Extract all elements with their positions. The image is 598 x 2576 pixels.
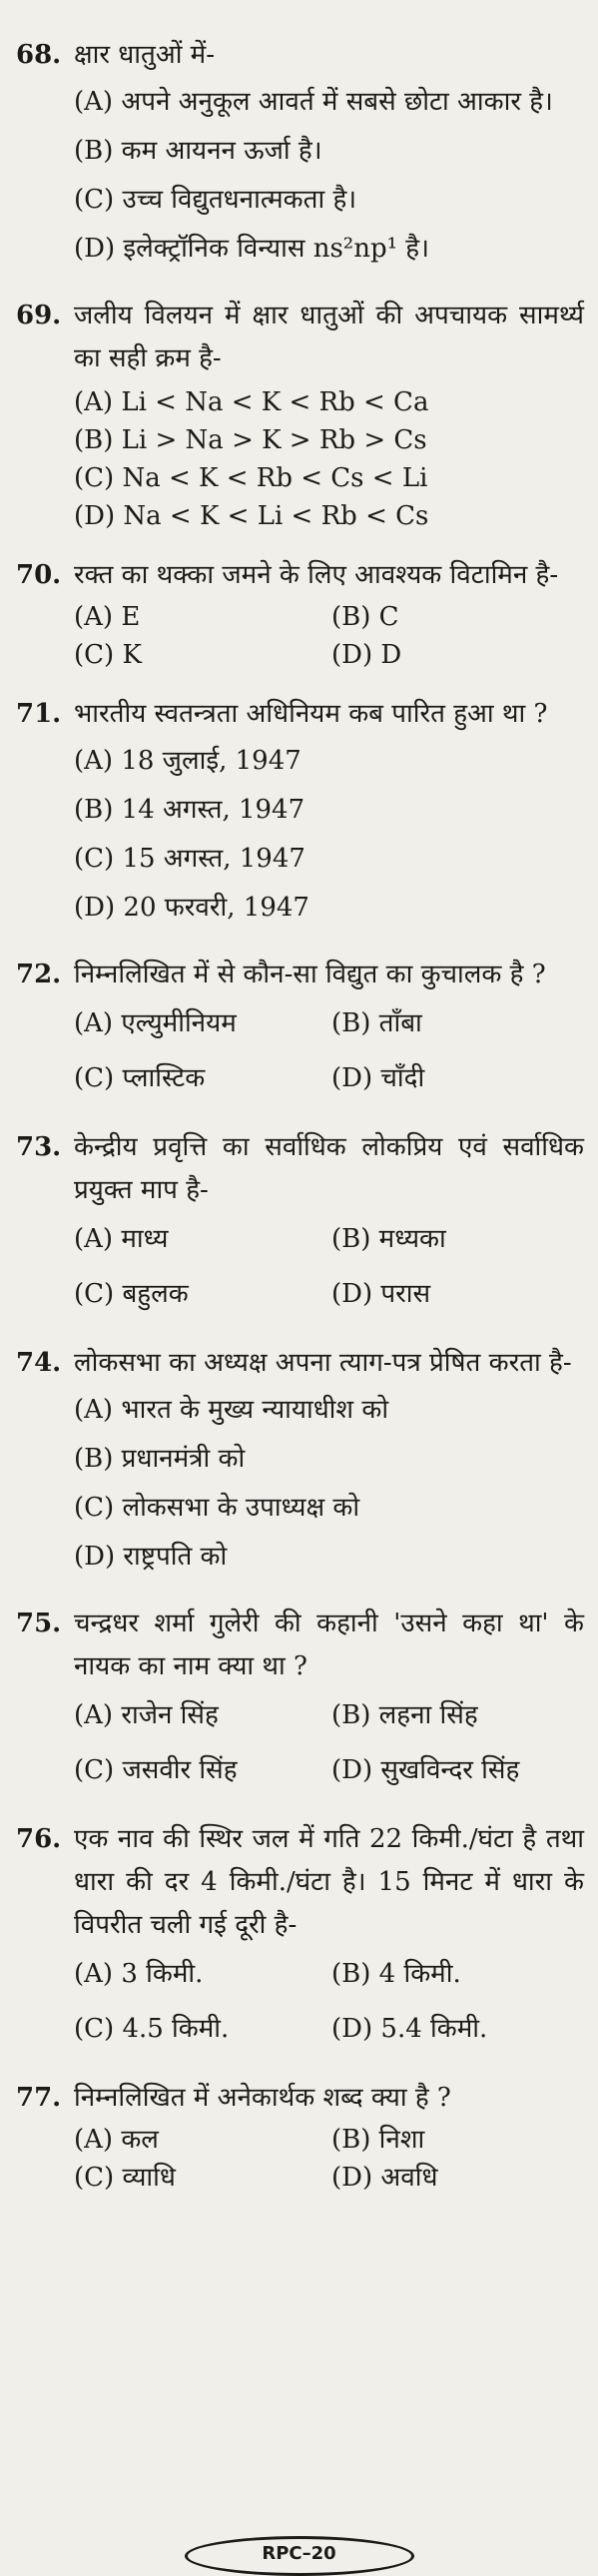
question-text: एक नाव की स्थिर जल में गति 22 किमी./घंटा है तथा धारा की दर 4 किमी./घंटा है। 15 मिनट में धारा के विपरीत चली गई दूरी है- [74, 1824, 584, 1940]
option-a: (A) माध्य [74, 1224, 169, 1254]
question-number: 70. [16, 560, 62, 590]
option-c: (C) 4.5 किमी. [74, 2014, 230, 2044]
options-grid [74, 1949, 584, 2059]
question-text: निम्नलिखित में अनेकार्थक शब्द क्या है ? [74, 2083, 451, 2113]
question-body [74, 1342, 584, 1585]
page-footer [0, 2536, 598, 2564]
options-grid [74, 1690, 584, 1800]
option-c: (C) जसवीर सिंह [74, 1755, 238, 1785]
option-b: (B) 4 किमी. [331, 1959, 461, 1989]
page-code-badge [185, 2536, 414, 2576]
question-text: भारतीय स्वतन्त्रता अधिनियम कब पारित हुआ था ? [74, 699, 548, 729]
option-d: (D) सुखविन्दर सिंह [331, 1755, 520, 1785]
option-a: (A) 18 जुलाई, 1947 [74, 746, 301, 776]
options-grid [74, 1214, 584, 1324]
question-72 [16, 954, 584, 1108]
question-text: केन्द्रीय प्रवृत्ति का सर्वाधिक लोकप्रिय एवं सर्वाधिक प्रयुक्त माप है- [74, 1132, 584, 1205]
option-b: (B) ताँबा [331, 1008, 422, 1038]
question-text: जलीय विलयन में क्षार धातुओं की अपचायक सामर्थ्य का सही क्रम है- [74, 301, 584, 373]
question-number: 72. [16, 960, 62, 989]
question-body [74, 1818, 584, 2059]
option-b: (B) मध्यका [331, 1224, 446, 1254]
options-list [74, 384, 584, 534]
option-a: (A) 3 किमी. [74, 1959, 204, 1989]
options-grid [74, 2122, 584, 2198]
option-c: (C) Na < K < Rb < Cs < Li [74, 463, 428, 493]
question-body [74, 1126, 584, 1324]
question-number: 77. [16, 2083, 62, 2113]
question-number: 68. [16, 40, 62, 70]
option-c: (C) बहुलक [74, 1279, 189, 1309]
option-c: (C) 15 अगस्त, 1947 [74, 844, 305, 874]
option-c: (C) प्लास्टिक [74, 1063, 206, 1093]
question-text: क्षार धातुओं में- [74, 40, 215, 70]
options-list [74, 1389, 584, 1579]
option-a: (A) अपने अनुकूल आवर्त में सबसे छोटा आकार है। [74, 87, 553, 117]
question-number: 76. [16, 1824, 62, 1854]
option-a: (A) E [74, 602, 141, 632]
question-text: रक्त का थक्का जमने के लिए आवश्यक विटामिन है- [74, 560, 559, 590]
page-code: RPC–20 [262, 2543, 336, 2564]
option-a: (A) कल [74, 2125, 159, 2155]
option-b: (B) 14 अगस्त, 1947 [74, 795, 305, 825]
question-75 [16, 1603, 584, 1800]
question-text: चन्द्रधर शर्मा गुलेरी की कहानी 'उसने कहा था' के नायक का नाम क्या था ? [74, 1609, 584, 1681]
option-a: (A) एल्युमीनियम [74, 1008, 237, 1038]
option-c: (C) व्याधि [74, 2163, 176, 2193]
question-73 [16, 1126, 584, 1324]
options-grid [74, 599, 584, 675]
question-number: 71. [16, 699, 62, 729]
option-b: (B) लहना सिंह [331, 1700, 478, 1730]
option-c: (C) K [74, 640, 142, 670]
option-a: (A) भारत के मुख्य न्यायाधीश को [74, 1395, 389, 1425]
question-number: 75. [16, 1609, 62, 1638]
option-b: (B) निशा [331, 2125, 425, 2155]
question-69 [16, 295, 584, 536]
question-number: 74. [16, 1348, 62, 1378]
question-body [74, 954, 584, 1108]
option-d: (D) इलेक्ट्रॉनिक विन्यास ns²np¹ है। [74, 234, 429, 264]
question-body [74, 554, 584, 675]
options-grid [74, 998, 584, 1108]
option-d: (D) 20 फरवरी, 1947 [74, 893, 309, 923]
option-d: (D) Na < K < Li < Rb < Cs [74, 501, 429, 531]
option-d: (D) अवधि [331, 2163, 438, 2193]
option-d: (D) D [331, 640, 402, 670]
option-b: (B) प्रधानमंत्री को [74, 1444, 246, 1474]
question-70 [16, 554, 584, 675]
question-77 [16, 2077, 584, 2198]
question-body [74, 34, 584, 277]
question-body [74, 1603, 584, 1800]
question-body [74, 295, 584, 536]
question-74 [16, 1342, 584, 1585]
option-a: (A) Li < Na < K < Rb < Ca [74, 387, 429, 417]
option-d: (D) परास [331, 1279, 431, 1309]
options-list [74, 81, 584, 271]
question-68 [16, 34, 584, 277]
option-b: (B) कम आयनन ऊर्जा है। [74, 136, 322, 166]
question-text: लोकसभा का अध्यक्ष अपना त्याग-पत्र प्रेषित करता है- [74, 1348, 572, 1378]
option-d: (D) 5.4 किमी. [331, 2014, 488, 2044]
question-body [74, 693, 584, 936]
question-76 [16, 1818, 584, 2059]
question-number: 73. [16, 1132, 62, 1162]
option-c: (C) उच्च विद्युतधनात्मकता है। [74, 185, 357, 215]
option-c: (C) लोकसभा के उपाध्यक्ष को [74, 1493, 360, 1523]
question-text: निम्नलिखित में से कौन-सा विद्युत का कुचालक है ? [74, 960, 546, 989]
question-body [74, 2077, 584, 2198]
option-d: (D) चाँदी [331, 1063, 425, 1093]
question-71 [16, 693, 584, 936]
option-b: (B) C [331, 602, 399, 632]
options-list [74, 740, 584, 930]
option-a: (A) राजेन सिंह [74, 1700, 219, 1730]
option-d: (D) राष्ट्रपति को [74, 1542, 228, 1572]
option-b: (B) Li > Na > K > Rb > Cs [74, 425, 427, 455]
question-number: 69. [16, 301, 62, 330]
